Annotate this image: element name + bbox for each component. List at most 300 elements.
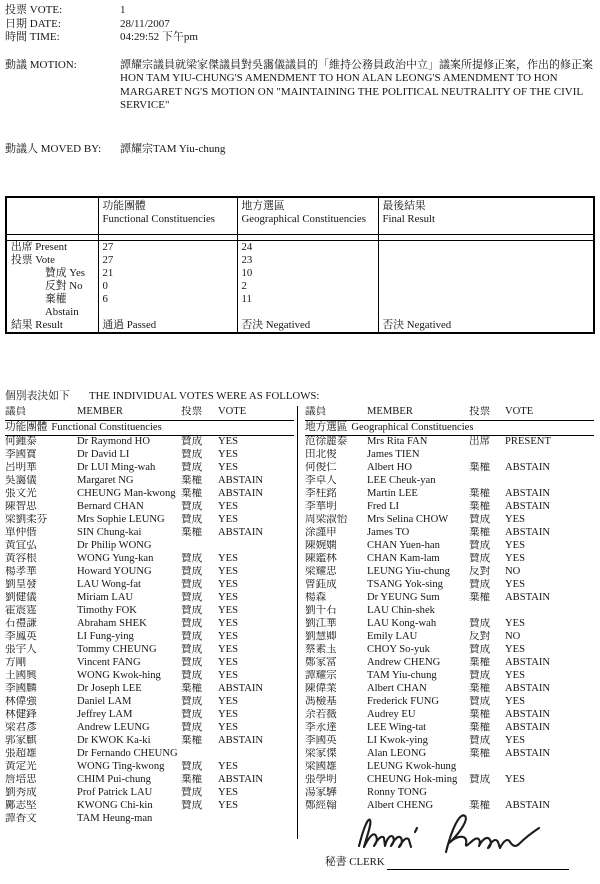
member-name-zh: 曾鈺成 [305,579,337,590]
member-vote-zh: 贊成 [181,722,203,733]
member-name-en: TSANG Yok-sing [367,579,443,590]
member-vote-en: YES [218,553,239,564]
member-vote-en: YES [218,787,239,798]
member-vote-zh: 贊成 [181,566,203,577]
member-name-en: Miriam LAU [77,592,134,603]
member-vote-en: YES [505,670,526,681]
member-vote-en [218,540,294,553]
member-vote-row [5,488,294,501]
member-name-en: Dr LUI Ming-wah [77,462,156,473]
member-name-en: Tommy CHEUNG [77,644,157,655]
member-name-zh: 蔡素玉 [305,644,337,655]
member-name-en: WONG Yung-kan [77,553,154,564]
member-name-zh: 李國麟 [5,683,37,694]
member-vote-zh: 贊成 [181,579,203,590]
member-name-en: LI Kwok-ying [367,735,428,746]
member-name-zh: 詹培忠 [5,774,37,785]
member-vote-zh: 贊成 [181,449,203,460]
member-name-zh: 吳靄儀 [5,475,37,486]
member-vote-row [5,579,294,592]
member-name-en: CHIM Pui-chung [77,774,151,785]
member-vote-en: ABSTAIN [505,527,551,538]
member-vote-row [305,540,594,553]
member-name-zh: 劉皇發 [5,579,37,590]
member-vote-en: ABSTAIN [218,774,264,785]
member-en-header: MEMBER [77,406,123,417]
member-vote-en [505,605,594,618]
member-name-zh: 張超雄 [5,748,37,759]
member-vote-zh: 贊成 [181,436,203,447]
member-vote-en: YES [218,800,239,811]
member-vote-row [305,618,594,631]
summary-data-row [6,319,594,333]
member-vote-row [5,514,294,527]
functional-group-subheader [5,421,294,436]
summary-geographical-value: 否決 Negatived [237,319,378,333]
summary-final-result-value [378,240,594,254]
vote-zh-header: 投票 [181,406,203,417]
member-vote-row [305,774,594,787]
time-label: 時間 TIME: [5,31,60,43]
member-name-en: Abraham SHEK [77,618,147,629]
member-name-zh: 劉江華 [305,618,337,629]
member-vote-row [5,735,294,748]
member-name-zh: 陳婉嫻 [305,540,337,551]
member-vote-row [305,644,594,657]
member-name-zh: 湯家驊 [305,787,337,798]
member-vote-en: ABSTAIN [218,683,264,694]
member-vote-en: ABSTAIN [505,462,551,473]
member-name-en: Andrew LEUNG [77,722,150,733]
motion-row [5,59,594,113]
member-name-zh: 黃定光 [5,761,37,772]
member-vote-en: YES [218,618,239,629]
member-vote-en: YES [218,566,239,577]
member-vote-row [305,683,594,696]
member-name-en: Prof Patrick LAU [77,787,153,798]
summary-functional-value: 21 [98,267,237,280]
motion-text-zh: 譚耀宗議員就梁家傑議員對吳靄儀議員的「維持公務員政治中立」議案所提修正案，作出的修正案 [120,58,593,71]
member-vote-en: YES [218,501,239,512]
summary-final-result-value [378,293,594,319]
vote-summary-table [5,196,595,334]
member-vote-zh: 贊成 [469,618,491,629]
member-vote-en: ABSTAIN [505,748,551,759]
member-name-en: LEE Wing-tat [367,722,427,733]
vote-en-header: VOTE [505,406,534,417]
member-vote-zh: 棄權 [181,475,203,486]
member-name-zh: 劉健儀 [5,592,37,603]
geographical-header-en: Geographical Constituencies [241,213,366,225]
functional-column-header [5,406,294,421]
member-vote-en: YES [505,514,526,525]
member-vote-zh: 棄權 [469,657,491,668]
member-name-zh: 楊森 [305,592,327,603]
vote-number-row [5,4,594,18]
summary-row-label: 出席 Present [11,240,68,253]
member-vote-row [5,449,294,462]
member-name-zh: 李柱銘 [305,488,337,499]
member-vote-en: ABSTAIN [505,709,551,720]
member-vote-row [5,657,294,670]
member-vote-zh: 贊成 [469,696,491,707]
member-vote-en: ABSTAIN [218,475,264,486]
member-vote-row [305,657,594,670]
member-name-en: Jeffrey LAM [77,709,133,720]
signature-underline [387,857,569,870]
individual-votes-heading [5,390,594,404]
member-vote-en [218,813,294,826]
vote-en-header: VOTE [218,406,247,417]
member-vote-zh: 棄權 [469,748,491,759]
member-vote-en: YES [218,592,239,603]
member-vote-zh: 棄權 [469,501,491,512]
member-vote-row [5,644,294,657]
member-name-zh: 周梁淑怡 [305,514,348,525]
member-vote-en: ABSTAIN [505,683,551,694]
member-vote-zh: 反對 [469,566,491,577]
member-name-en: LEUNG Yiu-chung [367,566,450,577]
member-vote-zh: 贊成 [181,462,203,473]
member-name-en: Dr YEUNG Sum [367,592,440,603]
member-vote-zh: 棄權 [469,683,491,694]
member-name-en: LEE Cheuk-yan [367,475,436,486]
member-vote-zh: 贊成 [181,696,203,707]
member-vote-zh: 贊成 [181,787,203,798]
functional-vote-rows [5,436,294,826]
member-name-en: Alan LEONG [367,748,427,759]
member-name-en: Mrs Sophie LEUNG [77,514,165,525]
member-vote-en: YES [505,696,526,707]
member-name-en: Dr David LI [77,449,130,460]
member-vote-row [5,800,294,813]
member-name-en: Albert CHENG [367,800,434,811]
member-name-en: Howard YOUNG [77,566,152,577]
member-name-en: Albert HO [367,462,413,473]
member-name-zh: 李華明 [305,501,337,512]
member-vote-en: YES [505,579,526,590]
member-name-zh: 郭家麒 [5,735,37,746]
member-zh-header: 議員 [5,406,27,417]
member-vote-zh: 贊成 [469,514,491,525]
member-vote-row [305,488,594,501]
member-name-en: LAU Kong-wah [367,618,437,629]
member-vote-zh: 棄權 [469,592,491,603]
member-vote-row [5,436,294,449]
geographical-group-en: Geographical Constituencies [351,422,474,433]
vote-zh-header: 投票 [469,406,491,417]
summary-geographical-value: 10 [237,267,378,280]
member-name-en: CHEUNG Hok-ming [367,774,458,785]
member-name-zh: 余若薇 [305,709,337,720]
member-name-en: CHEUNG Man-kwong [77,488,176,499]
geographical-votes-column [298,406,594,839]
member-vote-row [305,735,594,748]
member-name-en: LEUNG Kwok-hung [367,761,457,772]
member-vote-row [305,722,594,735]
date-value: 28/11/2007 [120,17,170,30]
member-name-zh: 呂明華 [5,462,37,473]
member-vote-row [5,553,294,566]
member-vote-zh [181,813,218,826]
member-vote-zh: 贊成 [469,774,491,785]
summary-body [6,240,594,333]
member-name-zh: 霍震霆 [5,605,37,616]
functional-group-zh: 功能團體 [5,422,48,433]
member-vote-en: YES [505,540,526,551]
member-vote-row [305,709,594,722]
geographical-column-header [305,406,594,421]
member-name-en: KWONG Chi-kin [77,800,153,811]
member-name-en: Daniel LAM [77,696,132,707]
member-name-zh: 陳偉業 [305,683,337,694]
moved-by-label: 動議人 MOVED BY: [5,142,102,155]
member-vote-row [305,462,594,475]
member-vote-en: ABSTAIN [505,657,551,668]
summary-col-final-result [378,197,594,234]
member-vote-zh: 贊成 [181,761,203,772]
functional-header-en: Functional Constituencies [102,213,215,225]
member-vote-row [5,631,294,644]
member-vote-row [305,605,594,618]
member-name-en: Dr Joseph LEE [77,683,142,694]
summary-data-row [6,280,594,293]
member-vote-zh: 贊成 [181,709,203,720]
member-vote-en: YES [505,644,526,655]
summary-row-label: 反對 No [45,279,83,292]
member-vote-en: YES [505,735,526,746]
member-name-en: Vincent FANG [77,657,141,668]
member-vote-en: YES [218,462,239,473]
final-result-header-en: Final Result [382,213,435,225]
member-vote-row [305,592,594,605]
moved-by-row [5,143,594,157]
member-vote-row [305,748,594,761]
member-name-zh: 梁耀忠 [305,566,337,577]
member-vote-zh [469,475,505,488]
member-vote-zh: 贊成 [469,540,491,551]
member-vote-row [5,462,294,475]
member-vote-row [5,475,294,488]
member-name-en: Margaret NG [77,475,134,486]
member-name-en: Audrey EU [367,709,416,720]
clerk-label: 秘書 CLERK [325,856,385,868]
summary-final-result-value [378,254,594,267]
member-vote-row [5,592,294,605]
member-vote-zh: 棄權 [469,527,491,538]
member-name-zh: 黃宜弘 [5,540,37,551]
member-vote-zh: 贊成 [181,800,203,811]
summary-col-geographical [237,197,378,234]
member-name-zh: 鄭經翰 [305,800,337,811]
member-vote-row [5,540,294,553]
summary-functional-value: 0 [98,280,237,293]
member-name-en: Mrs Selina CHOW [367,514,449,525]
member-vote-en: YES [218,722,239,733]
member-vote-row [5,722,294,735]
member-name-zh: 王國興 [5,670,37,681]
member-vote-row [5,748,294,761]
summary-functional-value: 27 [98,254,237,267]
member-vote-en: YES [505,774,526,785]
member-vote-zh [469,761,505,774]
member-vote-en: ABSTAIN [505,592,551,603]
member-name-en: Andrew CHENG [367,657,441,668]
member-vote-zh: 贊成 [181,657,203,668]
member-name-zh: 陳鑑林 [305,553,337,564]
member-vote-en: ABSTAIN [505,800,551,811]
member-vote-en: YES [218,449,239,460]
moved-by-value: 譚耀宗TAM Yiu-chung [120,142,226,155]
summary-final-result-value: 否決 Negatived [378,319,594,333]
member-vote-en: YES [505,553,526,564]
member-vote-zh: 贊成 [469,644,491,655]
summary-data-row [6,267,594,280]
summary-row-label: 棄權 Abstain [45,292,79,318]
member-name-en: TAM Yiu-chung [367,670,437,681]
member-vote-row [5,761,294,774]
geographical-vote-rows [305,436,594,813]
member-vote-row [5,683,294,696]
member-vote-en [218,748,294,761]
summary-header-row [6,197,594,234]
member-vote-zh: 棄權 [181,683,203,694]
member-name-zh: 張學明 [305,774,337,785]
member-vote-en: YES [505,618,526,629]
member-name-en: WONG Kwok-hing [77,670,161,681]
member-vote-zh: 贊成 [469,553,491,564]
member-vote-zh: 棄權 [181,488,203,499]
member-name-en: SIN Chung-kai [77,527,142,538]
member-vote-en: YES [218,631,239,642]
functional-header-zh: 功能團體 [102,200,146,212]
member-vote-row [5,605,294,618]
time-value: 04:29:52 下午pm [120,31,198,43]
member-name-zh: 馮檢基 [305,696,337,707]
member-en-header: MEMBER [367,406,413,417]
member-vote-en: ABSTAIN [505,722,551,733]
member-vote-zh [469,787,505,800]
summary-data-row [6,254,594,267]
member-vote-en: NO [505,631,521,642]
member-vote-zh: 贊成 [181,514,203,525]
member-vote-row [5,566,294,579]
member-vote-row [305,696,594,709]
member-name-en: LAU Chin-shek [367,605,435,616]
member-name-en: LAU Wong-fat [77,579,141,590]
summary-row-label: 贊成 Yes [45,266,86,279]
member-name-zh: 梁國雄 [305,761,337,772]
member-name-en: Mrs Rita FAN [367,436,428,447]
member-name-zh: 張文光 [5,488,37,499]
member-name-en: Bernard CHAN [77,501,144,512]
member-vote-zh: 棄權 [469,800,491,811]
member-vote-zh: 贊成 [469,670,491,681]
member-vote-row [5,527,294,540]
member-name-zh: 譚香文 [5,813,37,824]
summary-final-result-value [378,280,594,293]
member-name-zh: 李鳳英 [5,631,37,642]
summary-row-label: 投票 Vote [11,253,55,266]
member-name-en: Ronny TONG [367,787,427,798]
summary-row-label: 結果 Result [11,318,63,331]
member-vote-row [305,475,594,488]
member-vote-zh: 贊成 [181,553,203,564]
member-name-zh: 梁君彥 [5,722,37,733]
member-vote-en [505,475,594,488]
member-vote-row [305,761,594,774]
member-vote-zh: 贊成 [181,605,203,616]
summary-functional-value: 6 [98,293,237,319]
member-vote-zh: 贊成 [181,670,203,681]
member-vote-en [505,761,594,774]
member-vote-en: YES [218,605,239,616]
summary-col-functional [98,197,237,234]
member-vote-row [5,709,294,722]
member-vote-row [305,449,594,462]
summary-functional-value: 通過 Passed [98,319,237,333]
member-vote-zh: 出席 [469,436,491,447]
member-name-en: James TIEN [367,449,420,460]
member-name-en: Emily LAU [367,631,418,642]
final-result-header-zh: 最後結果 [382,200,426,212]
member-vote-en [505,787,594,800]
member-vote-zh: 贊成 [181,644,203,655]
summary-data-row [6,240,594,254]
member-name-zh: 何鍾泰 [5,436,37,447]
member-vote-row [305,514,594,527]
member-vote-row [305,579,594,592]
member-name-zh: 李國寶 [5,449,37,460]
motion-text-en: HON TAM YIU-CHUNG'S AMENDMENT TO HON ALAN LEONG'S AMENDMENT TO HON MARGARET NG'S MOTION ON "MAINTAINING THE POLITICAL NEUTRALITY OF THE CIVIL SERVICE" [120,72,583,111]
summary-final-result-value [378,267,594,280]
member-vote-en [505,449,594,462]
member-vote-row [5,670,294,683]
member-name-en: CHOY So-yuk [367,644,430,655]
individual-votes-table [5,406,594,839]
member-name-zh: 黃容根 [5,553,37,564]
time-row [5,31,594,45]
summary-geographical-value: 11 [237,293,378,319]
member-vote-zh [181,540,218,553]
member-name-en: LI Fung-ying [77,631,134,642]
member-vote-en: ABSTAIN [218,527,264,538]
member-name-zh: 林偉強 [5,696,37,707]
individual-votes-heading-en: THE INDIVIDUAL VOTES WERE AS FOLLOWS: [89,389,320,402]
member-name-en: TAM Heung-man [77,813,153,824]
member-name-en: James TO [367,527,410,538]
member-vote-en: ABSTAIN [218,488,264,499]
functional-group-en: Functional Constituencies [51,422,162,433]
member-vote-zh: 贊成 [469,735,491,746]
member-vote-zh: 贊成 [181,592,203,603]
member-name-en: CHAN Yuen-han [367,540,440,551]
member-name-en: Timothy FOK [77,605,137,616]
member-name-zh: 劉秀成 [5,787,37,798]
geographical-group-zh: 地方選區 [305,422,348,433]
member-vote-zh [181,748,218,761]
member-zh-header: 議員 [305,406,327,417]
member-vote-row [5,813,294,826]
member-vote-zh [469,449,505,462]
member-name-zh: 陳智思 [5,501,37,512]
vote-number-value: 1 [120,4,126,16]
member-name-zh: 方剛 [5,657,27,668]
summary-geographical-value: 2 [237,280,378,293]
member-name-zh: 梁家傑 [305,748,337,759]
member-name-en: WONG Ting-kwong [77,761,165,772]
functional-votes-column [5,406,298,839]
